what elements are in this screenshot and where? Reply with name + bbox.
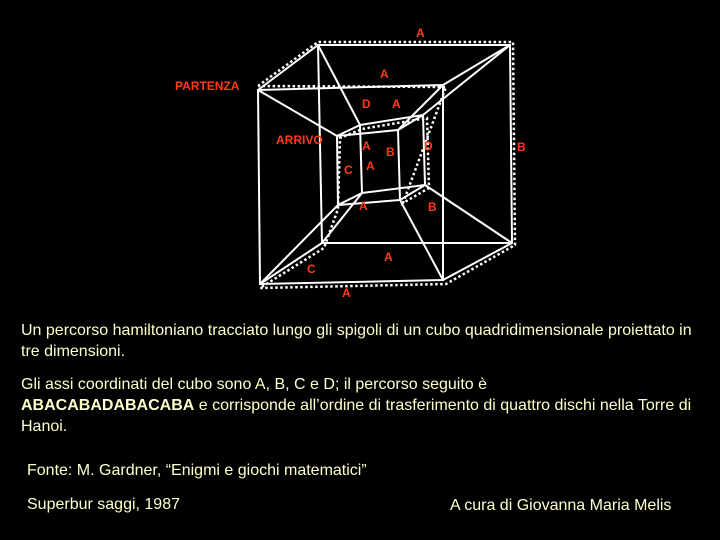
label-c-inner: C bbox=[344, 163, 353, 177]
description-paragraph: Un percorso hamiltoniano tracciato lungo gli spigoli di un cubo quadridimensionale proiettato in tre dimensioni. bbox=[21, 322, 692, 360]
label-a-upper: A bbox=[380, 67, 389, 81]
source-citation: Fonte: M. Gardner, “Enigmi e giochi matematici” bbox=[27, 462, 367, 479]
label-a-top: A bbox=[416, 26, 425, 40]
label-a-lower: A bbox=[384, 250, 393, 264]
label-b-inner: B bbox=[386, 145, 395, 159]
label-a-inner-left: A bbox=[362, 139, 371, 153]
publisher-line: Superbur saggi, 1987 bbox=[27, 496, 180, 513]
label-arrivo: ARRIVO bbox=[276, 133, 323, 147]
label-a-inner-top: A bbox=[392, 97, 401, 111]
label-a-inner-mid: A bbox=[366, 159, 375, 173]
label-a-bottom: A bbox=[342, 286, 351, 300]
credit-line: A cura di Giovanna Maria Melis bbox=[450, 497, 672, 514]
axes-text-after: e corrisponde all’ordine di trasferimento di quattro dischi nella Torre di Hanoi. bbox=[21, 397, 692, 435]
label-partenza: PARTENZA bbox=[175, 79, 240, 93]
axes-text-before: Gli assi coordinati del cubo sono A, B, C e D; il percorso seguito è bbox=[21, 376, 488, 393]
label-c-lower: C bbox=[307, 262, 316, 276]
label-b-right: B bbox=[517, 140, 526, 154]
label-a-inner-bottom: A bbox=[359, 199, 368, 213]
outer-back-face bbox=[318, 45, 512, 243]
label-b-lower: B bbox=[428, 200, 437, 214]
path-sequence: ABACABADABACABA bbox=[21, 397, 195, 414]
outer-front-face bbox=[258, 85, 443, 284]
label-d-inner: D bbox=[362, 97, 371, 111]
label-d-inner-right: D bbox=[424, 139, 433, 153]
axes-paragraph bbox=[21, 374, 711, 437]
